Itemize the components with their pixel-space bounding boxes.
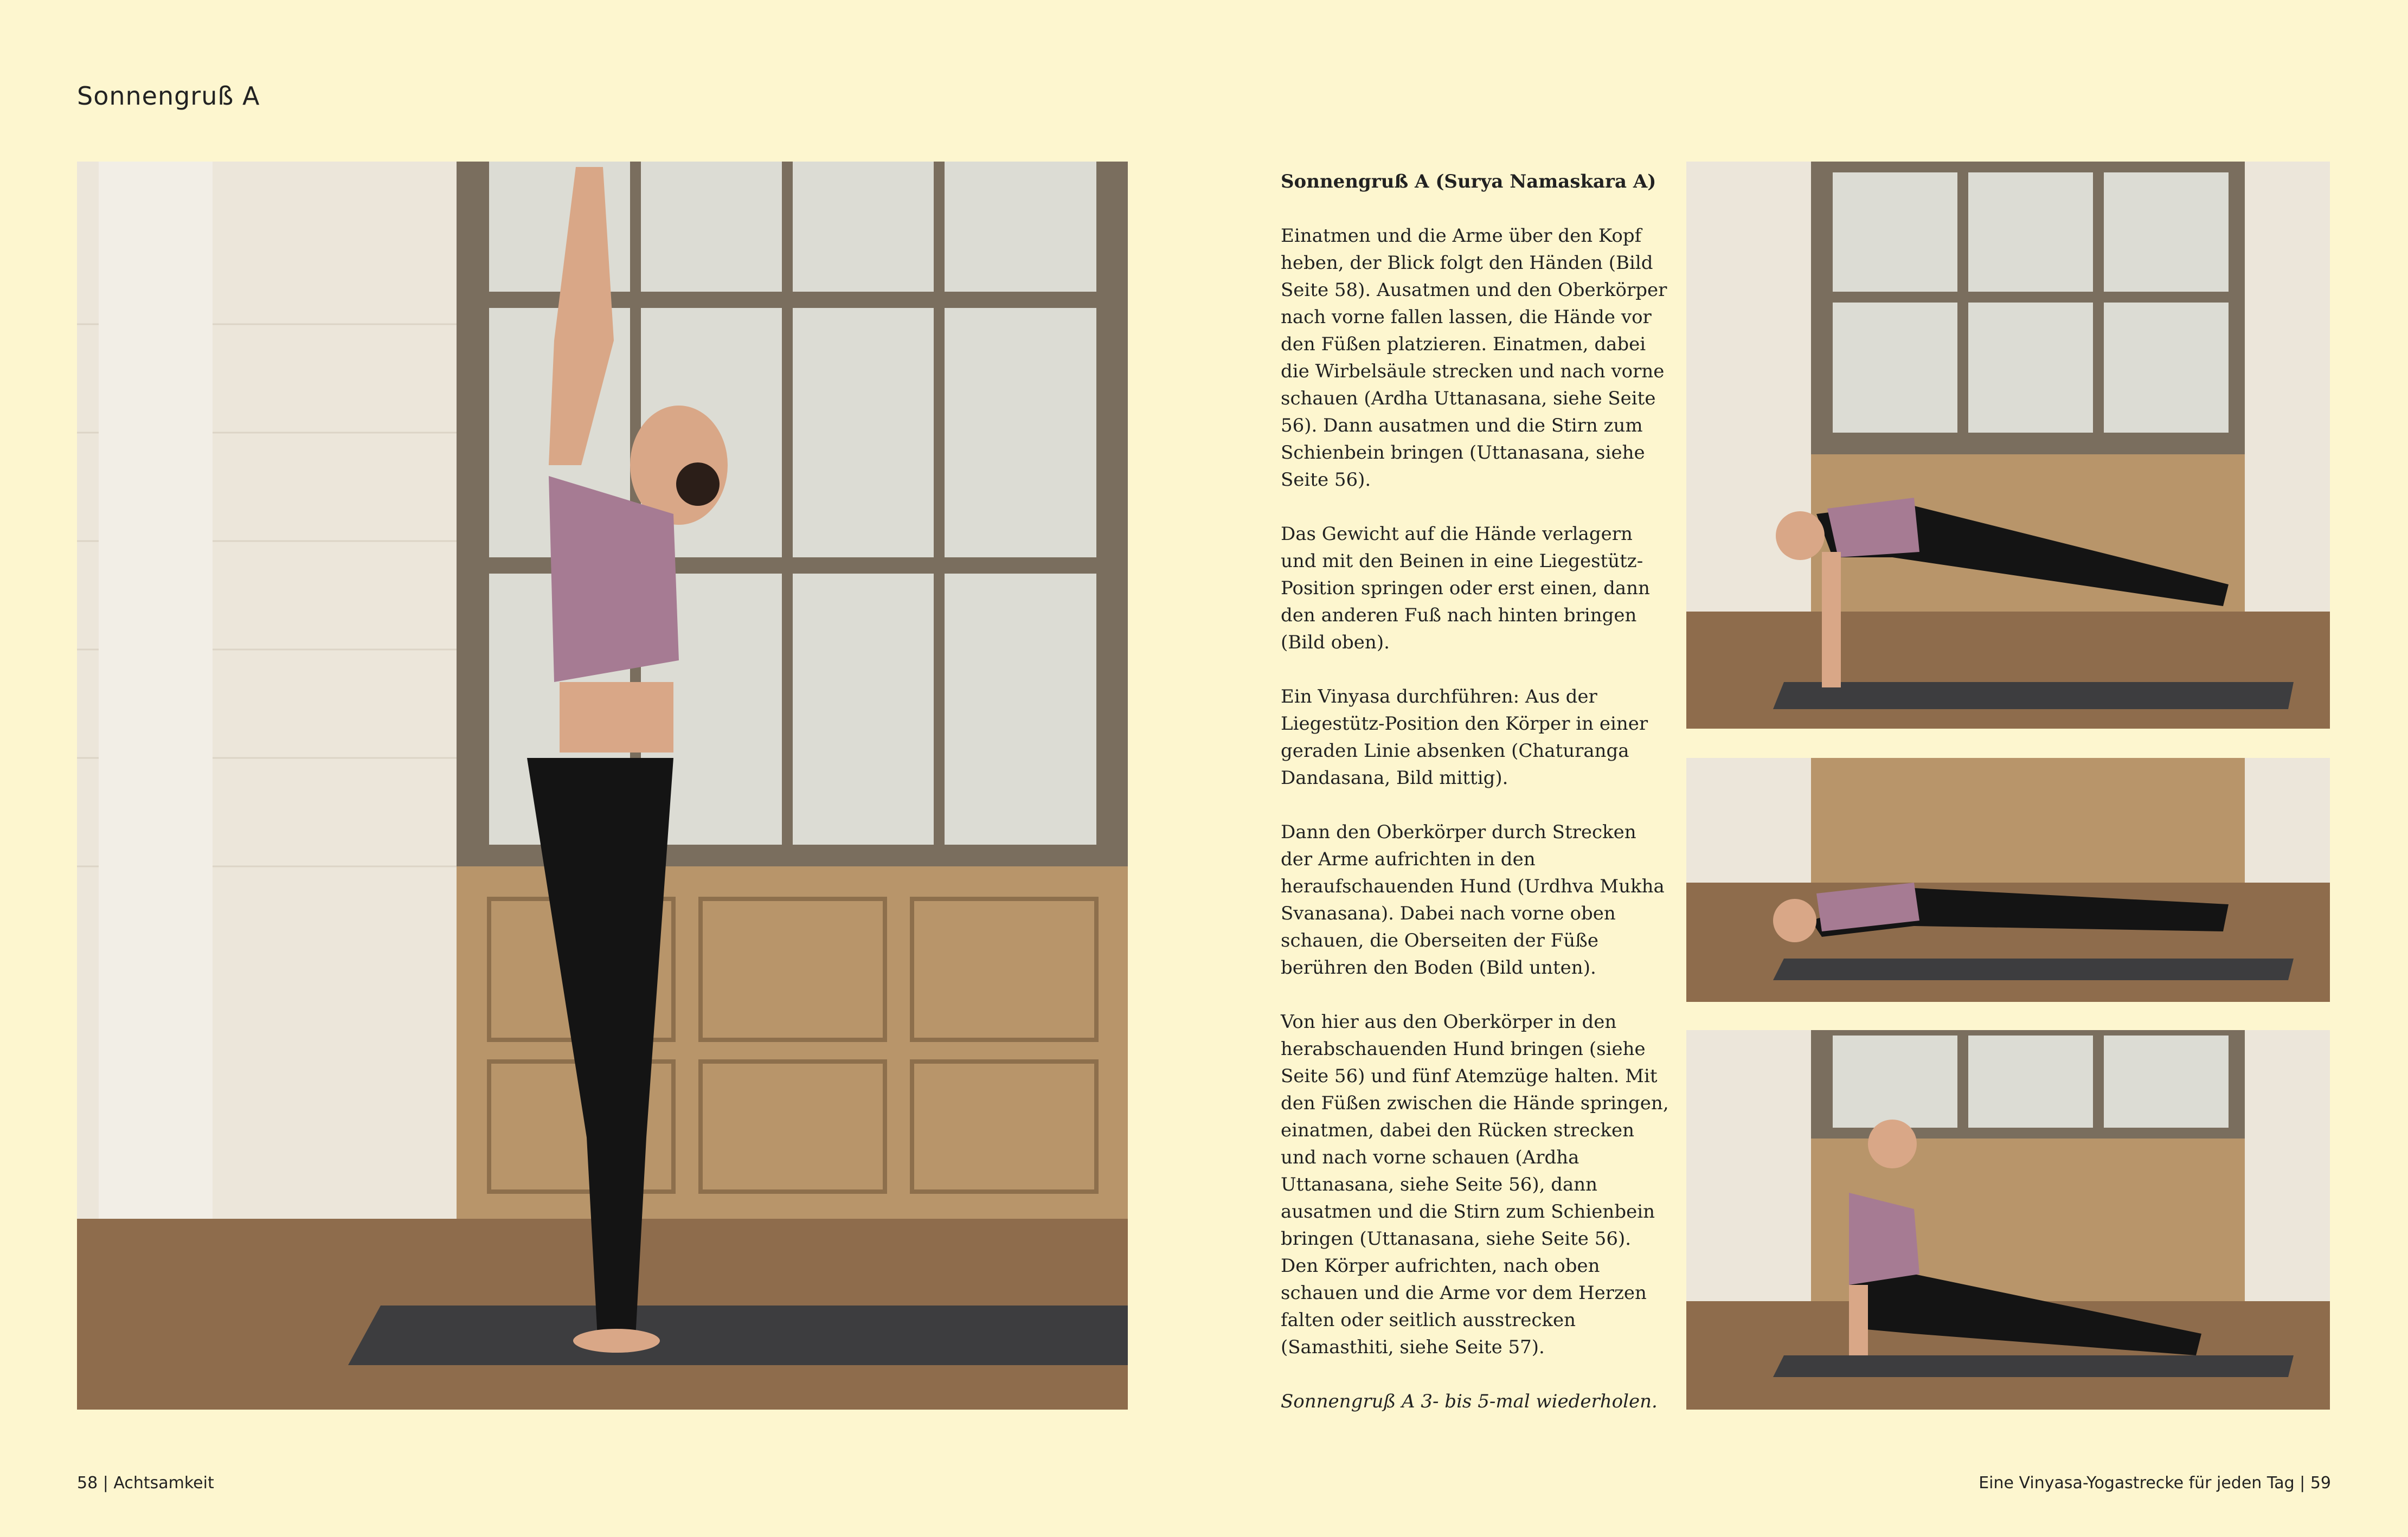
paragraph-3: Ein Vinyasa durchführen: Aus der Liegestütz-Position den Körper in einer geraden Linie absenken (Chaturanga Dandasana, Bild mittig). — [1281, 686, 1648, 789]
paragraph-4: Dann den Oberkörper durch Strecken der Arme aufrichten in den heraufschauenden Hund (Urdhva Mukha Svanasana). Dabei nach vorne oben schauen, die Oberseiten der Füße berühren den Boden (Bild unten). — [1281, 821, 1665, 979]
instruction-heading: Sonnengruß A (Surya Namaskara A) — [1281, 171, 1656, 192]
closing-note: Sonnengruß A 3- bis 5-mal wiederholen. — [1281, 1391, 1658, 1412]
paragraph-2: Das Gewicht auf die Hände verlagern und mit den Beinen in eine Liegestütz-Position springen oder erst einen, dann den anderen Fuß nach hinten bringen (Bild oben). — [1281, 523, 1650, 653]
footer-right: Eine Vinyasa-Yogastrecke für jeden Tag | 59 — [1979, 1474, 2331, 1493]
instruction-text — [1281, 168, 1671, 1442]
photo-plank-pose — [1686, 162, 2330, 729]
photo-chaturanga-pose — [1686, 758, 2330, 1002]
paragraph-1: Einatmen und die Arme über den Kopf heben, der Blick folgt den Händen (Bild Seite 58). Ausatmen und den Oberkörper nach vorne fallen lassen, die Hände vor den Füßen platzieren. Einatmen, dabei die Wirbelsäule strecken und nach vorne schauen (Ardha Uttanasana, siehe Seite 56). Dann ausatmen und die Stirn zum Schienbein bringen (Uttanasana, siehe Seite 56). — [1281, 225, 1667, 491]
photo-upward-dog-pose — [1686, 1030, 2330, 1410]
main-photo-standing-pose — [77, 162, 1128, 1410]
paragraph-5: Von hier aus den Oberkörper in den herabschauenden Hund bringen (siehe Seite 56) und fünf Atemzüge halten. Mit den Füßen zwischen die Hände springen, einatmen, dabei den Rücken strecken und nach vorne schauen (Ardha Uttanasana, siehe Seite 56), dann ausatmen und die Stirn zum Schienbein bringen (Uttanasana, siehe Seite 56). Den Körper aufrichten, nach oben schauen und die Arme vor dem Herzen falten oder seitlich ausstrecken (Samasthiti, siehe Seite 57). — [1281, 1011, 1669, 1358]
footer-left: 58 | Achtsamkeit — [77, 1474, 214, 1493]
section-title: Sonnengruß A — [77, 81, 260, 111]
